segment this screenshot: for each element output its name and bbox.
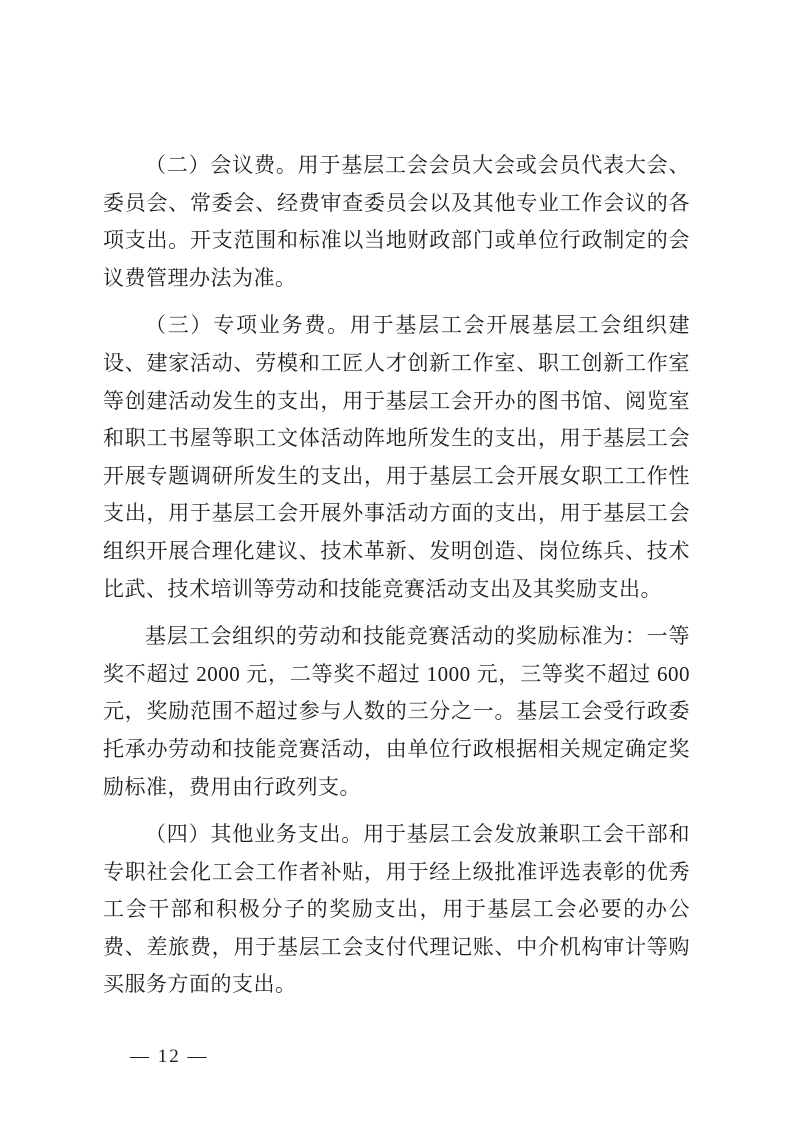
document-body xyxy=(103,147,690,1004)
paragraph-special-business-fee: （三）专项业务费。用于基层工会开展基层工会组织建设、建家活动、劳模和工匠人才创新工作室、职工创新工作室等创建活动发生的支出，用于基层工会开办的图书馆、阅览室和职工书屋等职工文体活动阵地所发生的支出，用于基层工会开展专题调研所发生的支出，用于基层工会开展女职工工作性支出，用于基层工会开展外事活动方面的支出，用于基层工会组织开展合理化建议、技术革新、发明创造、岗位练兵、技术比武、技术培训等劳动和技能竞赛活动支出及其奖励支出。 xyxy=(103,313,690,601)
page-number: — 12 — xyxy=(130,1046,209,1067)
paragraph-competition-reward-standard: 基层工会组织的劳动和技能竞赛活动的奖励标准为：一等奖不超过 2000 元，二等奖不超过 1000 元，三等奖不超过 600 元，奖励范围不超过参与人数的三分之一。基层工会受行政委托承办劳动和技能竞赛活动，由单位行政根据相关规定确定奖励标准，费用由行政列支。 xyxy=(103,624,690,799)
paragraph-meeting-fee: （二）会议费。用于基层工会会员大会或会员代表大会、委员会、常委会、经费审查委员会以及其他专业工作会议的各项支出。开支范围和标准以当地财政部门或单位行政制定的会议费管理办法为准。 xyxy=(103,153,690,290)
paragraph-other-business-expense: （四）其他业务支出。用于基层工会发放兼职工会干部和专职社会化工会工作者补贴，用于经上级批准评选表彰的优秀工会干部和积极分子的奖励支出，用于基层工会必要的办公费、差旅费，用于基层工会支付代理记账、中介机构审计等购买服务方面的支出。 xyxy=(103,822,690,997)
page-footer xyxy=(103,1024,209,1090)
